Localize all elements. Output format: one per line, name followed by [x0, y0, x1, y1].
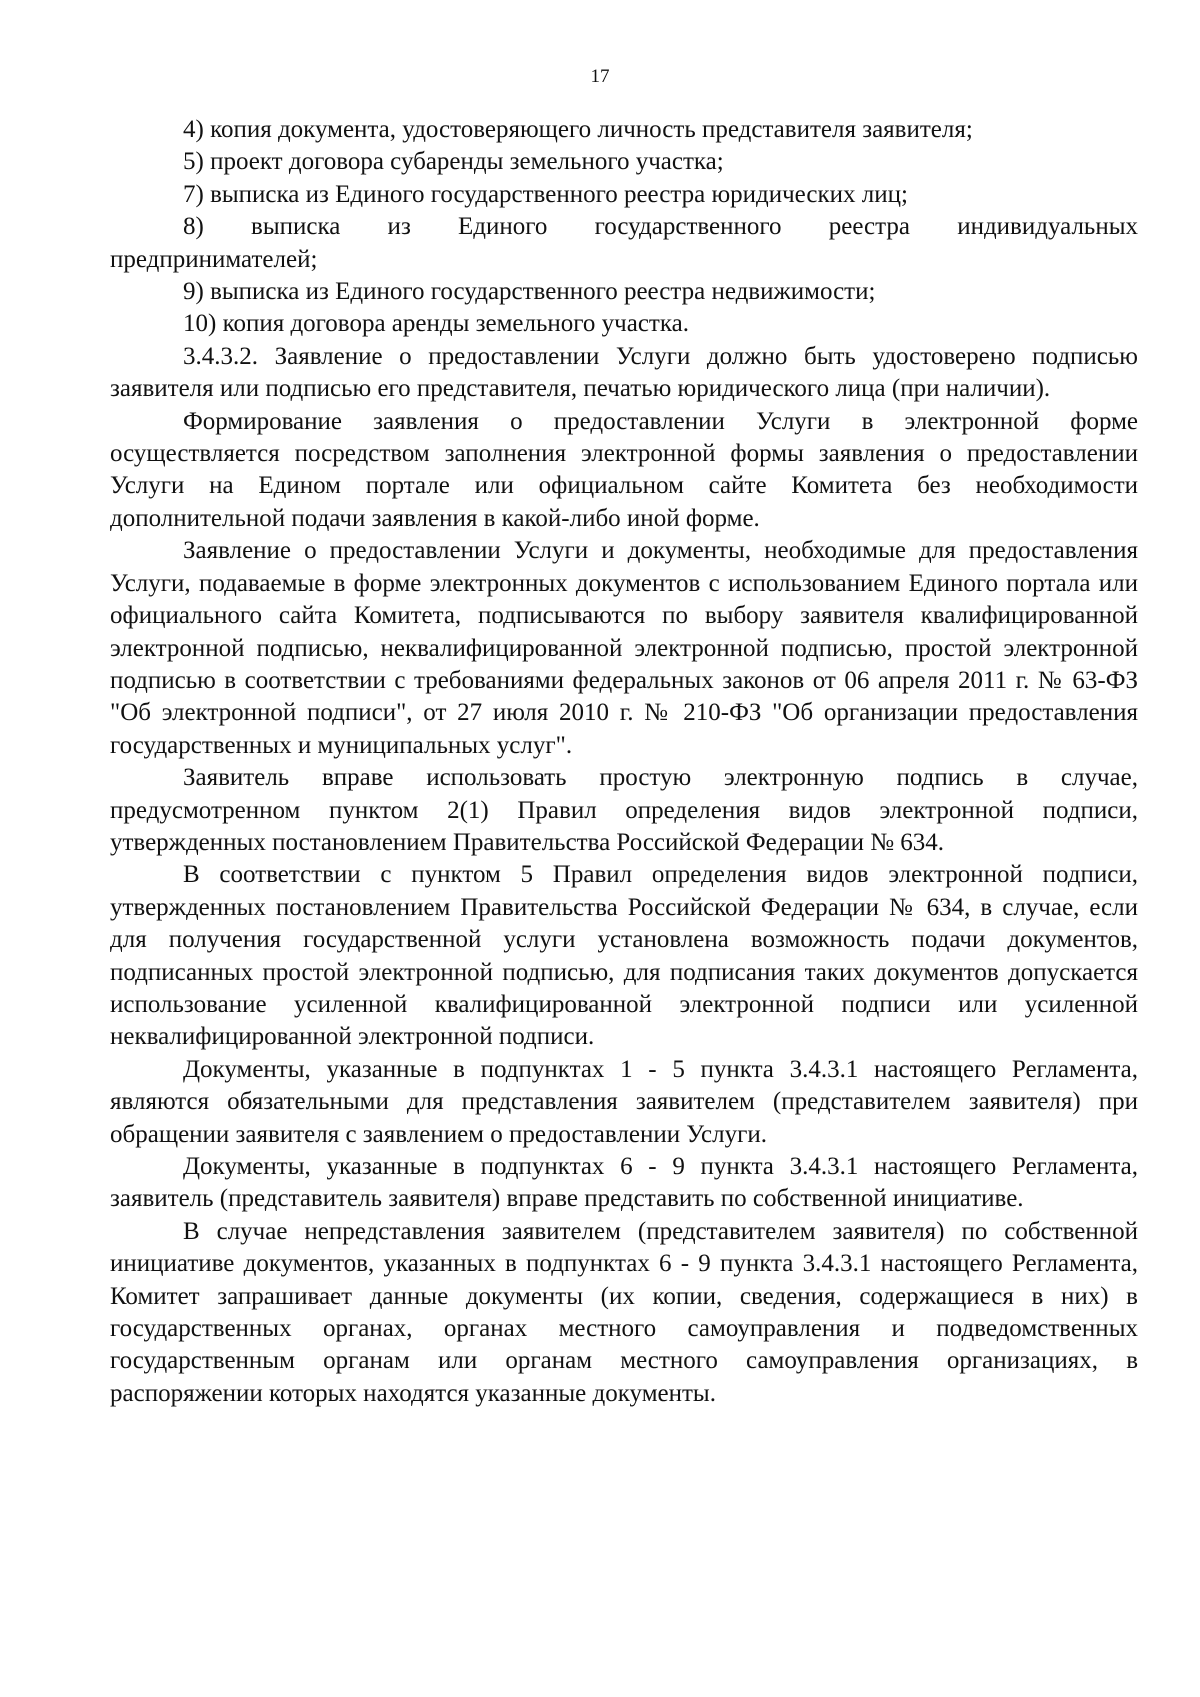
page-number: 17	[590, 66, 610, 87]
paragraph-optional-documents: Документы, указанные в подпунктах 6 - 9 пункта 3.4.3.1 настоящего Регламента, заявитель (представитель заявителя) вправе представить по собственной инициативе.	[110, 1153, 1138, 1213]
paragraph-mandatory-documents: Документы, указанные в подпунктах 1 - 5 пункта 3.4.3.1 настоящего Регламента, являются обязательными для представления заявителем (представителем заявителя) при обращении заявителя с заявлением о предоставлении Услуги.	[110, 1055, 1138, 1148]
document-body	[110, 114, 1138, 1410]
paragraph-signature-rules: В соответствии с пунктом 5 Правил определения видов электронной подписи, утвержденных постановлением Правительства Российской Федерации № 634, в случае, если для получения государственной услуги установлена возможность подачи документов, подписанных простой электронной подписью, для подписания таких документов допускается использование усиленной квалифицированной электронной подписи или усиленной неквалифицированной электронной подписи.	[110, 861, 1138, 1051]
list-item-8: 8) выписка из Единого государственного реестра индивидуальных	[183, 213, 1138, 241]
list-item-4: 4) копия документа, удостоверяющего личность представителя заявителя;	[183, 116, 973, 143]
paragraph-electronic-form: Формирование заявления о предоставлении Услуги в электронной форме осуществляется посредством заполнения электронной формы заявления о предоставлении Услуги на Едином портале или официальном сайте Комитета без необходимости дополнительной подачи заявления в какой-либо иной форме.	[110, 407, 1138, 532]
list-item-5: 5) проект договора субаренды земельного участка;	[183, 148, 724, 176]
list-item-10: 10) копия договора аренды земельного участка.	[183, 310, 689, 338]
paragraph-committee-request: В случае непредставления заявителем (представителем заявителя) по собственной инициативе документов, указанных в подпунктах 6 - 9 пункта 3.4.3.1 настоящего Регламента, Комитет запрашивает данные документы (их копии, сведения, содержащиеся в них) в государственных органах, органах местного самоуправления и подведомственных государственным органам или органам местного самоуправления организациях, в распоряжении которых находятся указанные документы.	[110, 1217, 1138, 1407]
list-item-9: 9) выписка из Единого государственного реестра недвижимости;	[183, 278, 876, 306]
paragraph-electronic-documents-signing: Заявление о предоставлении Услуги и документы, необходимые для предоставления Услуги, подаваемые в форме электронных документов с использованием Единого портала или официального сайта Комитета, подписываются по выбору заявителя квалифицированной электронной подписью, неквалифицированной электронной подписью, простой электронной подписью в соответствии с требованиями федеральных законов от 06 апреля 2011 г. № 63-ФЗ "Об электронной подписи", от 27 июля 2010 г. № 210-ФЗ "Об организации предоставления государственных и муниципальных услуг".	[110, 537, 1138, 759]
paragraph-signature-requirement: 3.4.3.2. Заявление о предоставлении Услуги должно быть удостоверено подписью заявителя или подписью его представителя, печатью юридического лица (при наличии).	[110, 342, 1138, 403]
paragraph-simple-signature-right: Заявитель вправе использовать простую электронную подпись в случае, предусмотренном пунктом 2(1) Правил определения видов электронной подписи, утвержденных постановлением Правительства Российской Федерации № 634.	[110, 764, 1138, 856]
list-item-7: 7) выписка из Единого государственного реестра юридических лиц;	[183, 180, 908, 208]
list-item-8-continuation: предпринимателей;	[110, 245, 318, 273]
